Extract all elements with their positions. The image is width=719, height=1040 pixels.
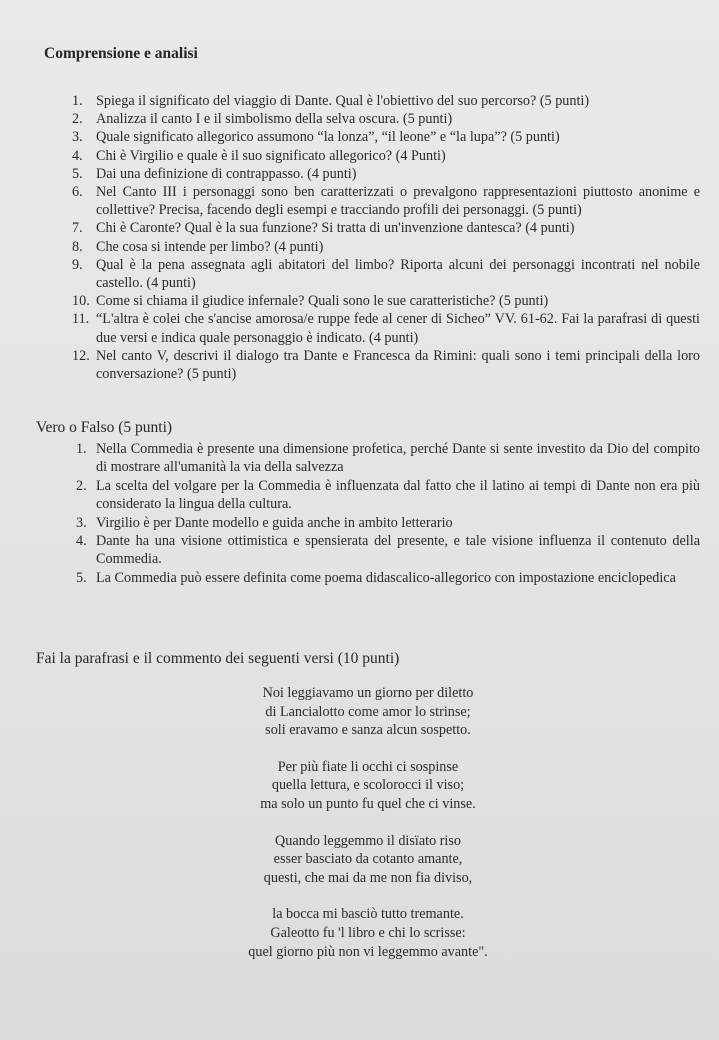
question-number: 6. [72,184,83,201]
question-text: Come si chiama il giudice infernale? Quali sono le sue caratteristiche? (5 punti) [96,293,549,310]
poem-stanza [208,832,528,888]
question-text: Nel Canto III i personaggi sono ben caratterizzati o prevalgono rappresentazioni piuttosto anonime e collettive? Precisa, facendo degli esempi e tracciando profili dei personaggi. (5 punti) [96,184,700,219]
poem-stanza [208,905,528,961]
statement-number: 1. [76,441,87,457]
question-item [72,292,700,310]
statement-text: Nella Commedia è presente una dimensione profetica, perché Dante si sente investito da Dio del compito di mostrare all'umanità la via della salvezza [96,441,700,476]
poem-verse: soli eravamo e sanza alcun sospetto. [265,722,471,739]
question-number: 12. [72,347,90,364]
poem-verse: di Lancialotto come amor lo strinse; [265,703,471,720]
question-item [72,347,700,383]
statement-number: 4. [76,533,87,550]
question-text: Che cosa si intende per limbo? (4 punti) [96,238,324,255]
question-number: 7. [72,220,83,237]
question-number: 5. [72,165,83,182]
question-item [72,92,700,110]
question-text: Analizza il canto I e il simbolismo della selva oscura. (5 punti) [96,111,453,128]
question-number: 11. [72,311,90,328]
question-number: 2. [72,111,83,128]
poem-verse: quella lettura, e scolorocci il viso; [271,777,465,794]
question-item [72,256,700,292]
poem-excerpt [208,684,528,961]
comprehension-question-list [72,92,700,383]
question-item [72,310,700,346]
poem-verse: questi, che mai da me non fia diviso, [263,869,473,886]
poem-verse: Noi leggiavamo un giorno per diletto [262,685,474,701]
statement-item [76,440,700,477]
statement-number: 3. [76,514,87,531]
statement-item [76,532,700,569]
poem-verse: Galeotto fu 'l libro e chi lo scrisse: [270,924,466,941]
poem-verse: ma solo un punto fu quel che ci vinse. [260,795,476,812]
question-number: 10. [72,293,90,310]
question-number: 4. [72,147,83,164]
question-text: Spiega il significato del viaggio di Dante. Qual è l'obiettivo del suo percorso? (5 punti) [96,93,590,109]
question-item [72,110,700,128]
statement-text: La Commedia può essere definita come poema didascalico-allegorico con impostazione enciclopedica [96,569,676,586]
question-number: 3. [72,129,83,146]
question-text: “L'altra è colei che s'ancise amorosa/e ruppe fede al cener di Sicheo” VV. 61-62. Fai la parafrasi di questi due versi e indica quale personaggio è indicato. (4 punti) [96,311,700,346]
poem-verse: Quando leggemmo il disïato riso [275,832,461,849]
question-text: Quale significato allegorico assumono “la lonza”, “il leone” e “la lupa”? (5 punti) [96,129,560,146]
question-item [72,147,700,165]
question-number: 8. [72,238,83,255]
question-text: Qual è la pena assegnata agli abitatori del limbo? Riporta alcuni dei personaggi incontrati nel nobile castello. (4 punti) [96,256,700,292]
true-false-list [76,440,700,587]
question-text: Chi è Caronte? Qual è la sua funzione? Si tratta di un'invenzione dantesca? (4 punti) [96,220,575,237]
question-item [72,183,700,219]
statement-item [76,477,700,514]
poem-verse: la bocca mi basciò tutto tremante. [272,906,464,923]
poem-verse: quel giorno più non vi leggemmo avante". [248,943,488,960]
statement-text: Dante ha una visione ottimistica e spensierata del presente, e tale visione influenza il contenuto della Commedia. [96,533,700,568]
statement-number: 5. [76,569,87,586]
question-item [72,165,700,183]
statement-item [76,514,700,532]
question-item [72,219,700,237]
statement-text: La scelta del volgare per la Commedia è influenzata dal fatto che il latino ai tempi di Dante non era più considerato la lingua della cultura. [96,477,700,513]
section-title-parafrasi: Fai la parafrasi e il commento dei seguenti versi (10 punti) [36,650,400,667]
section-title-comprensione: Comprensione e analisi [44,45,198,62]
question-number: 1. [72,93,83,109]
question-item [72,238,700,256]
statement-item [76,569,700,587]
question-number: 9. [72,256,83,273]
section-title-vero-falso: Vero o Falso (5 punti) [36,419,173,436]
poem-stanza [208,758,528,814]
poem-verse: Per più fiate li occhi ci sospinse [277,758,459,775]
poem-stanza [208,684,528,740]
question-text: Dai una definizione di contrappasso. (4 punti) [96,165,357,182]
question-text: Nel canto V, descrivi il dialogo tra Dante e Francesca da Rimini: quali sono i temi principali della loro conversazione? (5 punti) [96,347,700,383]
statement-number: 2. [76,477,87,494]
question-text: Chi è Virgilio e quale è il suo significato allegorico? (4 Punti) [96,147,446,164]
statement-text: Virgilio è per Dante modello e guida anche in ambito letterario [96,514,453,531]
question-item [72,128,700,146]
poem-verse: esser basciato da cotanto amante, [273,851,463,868]
